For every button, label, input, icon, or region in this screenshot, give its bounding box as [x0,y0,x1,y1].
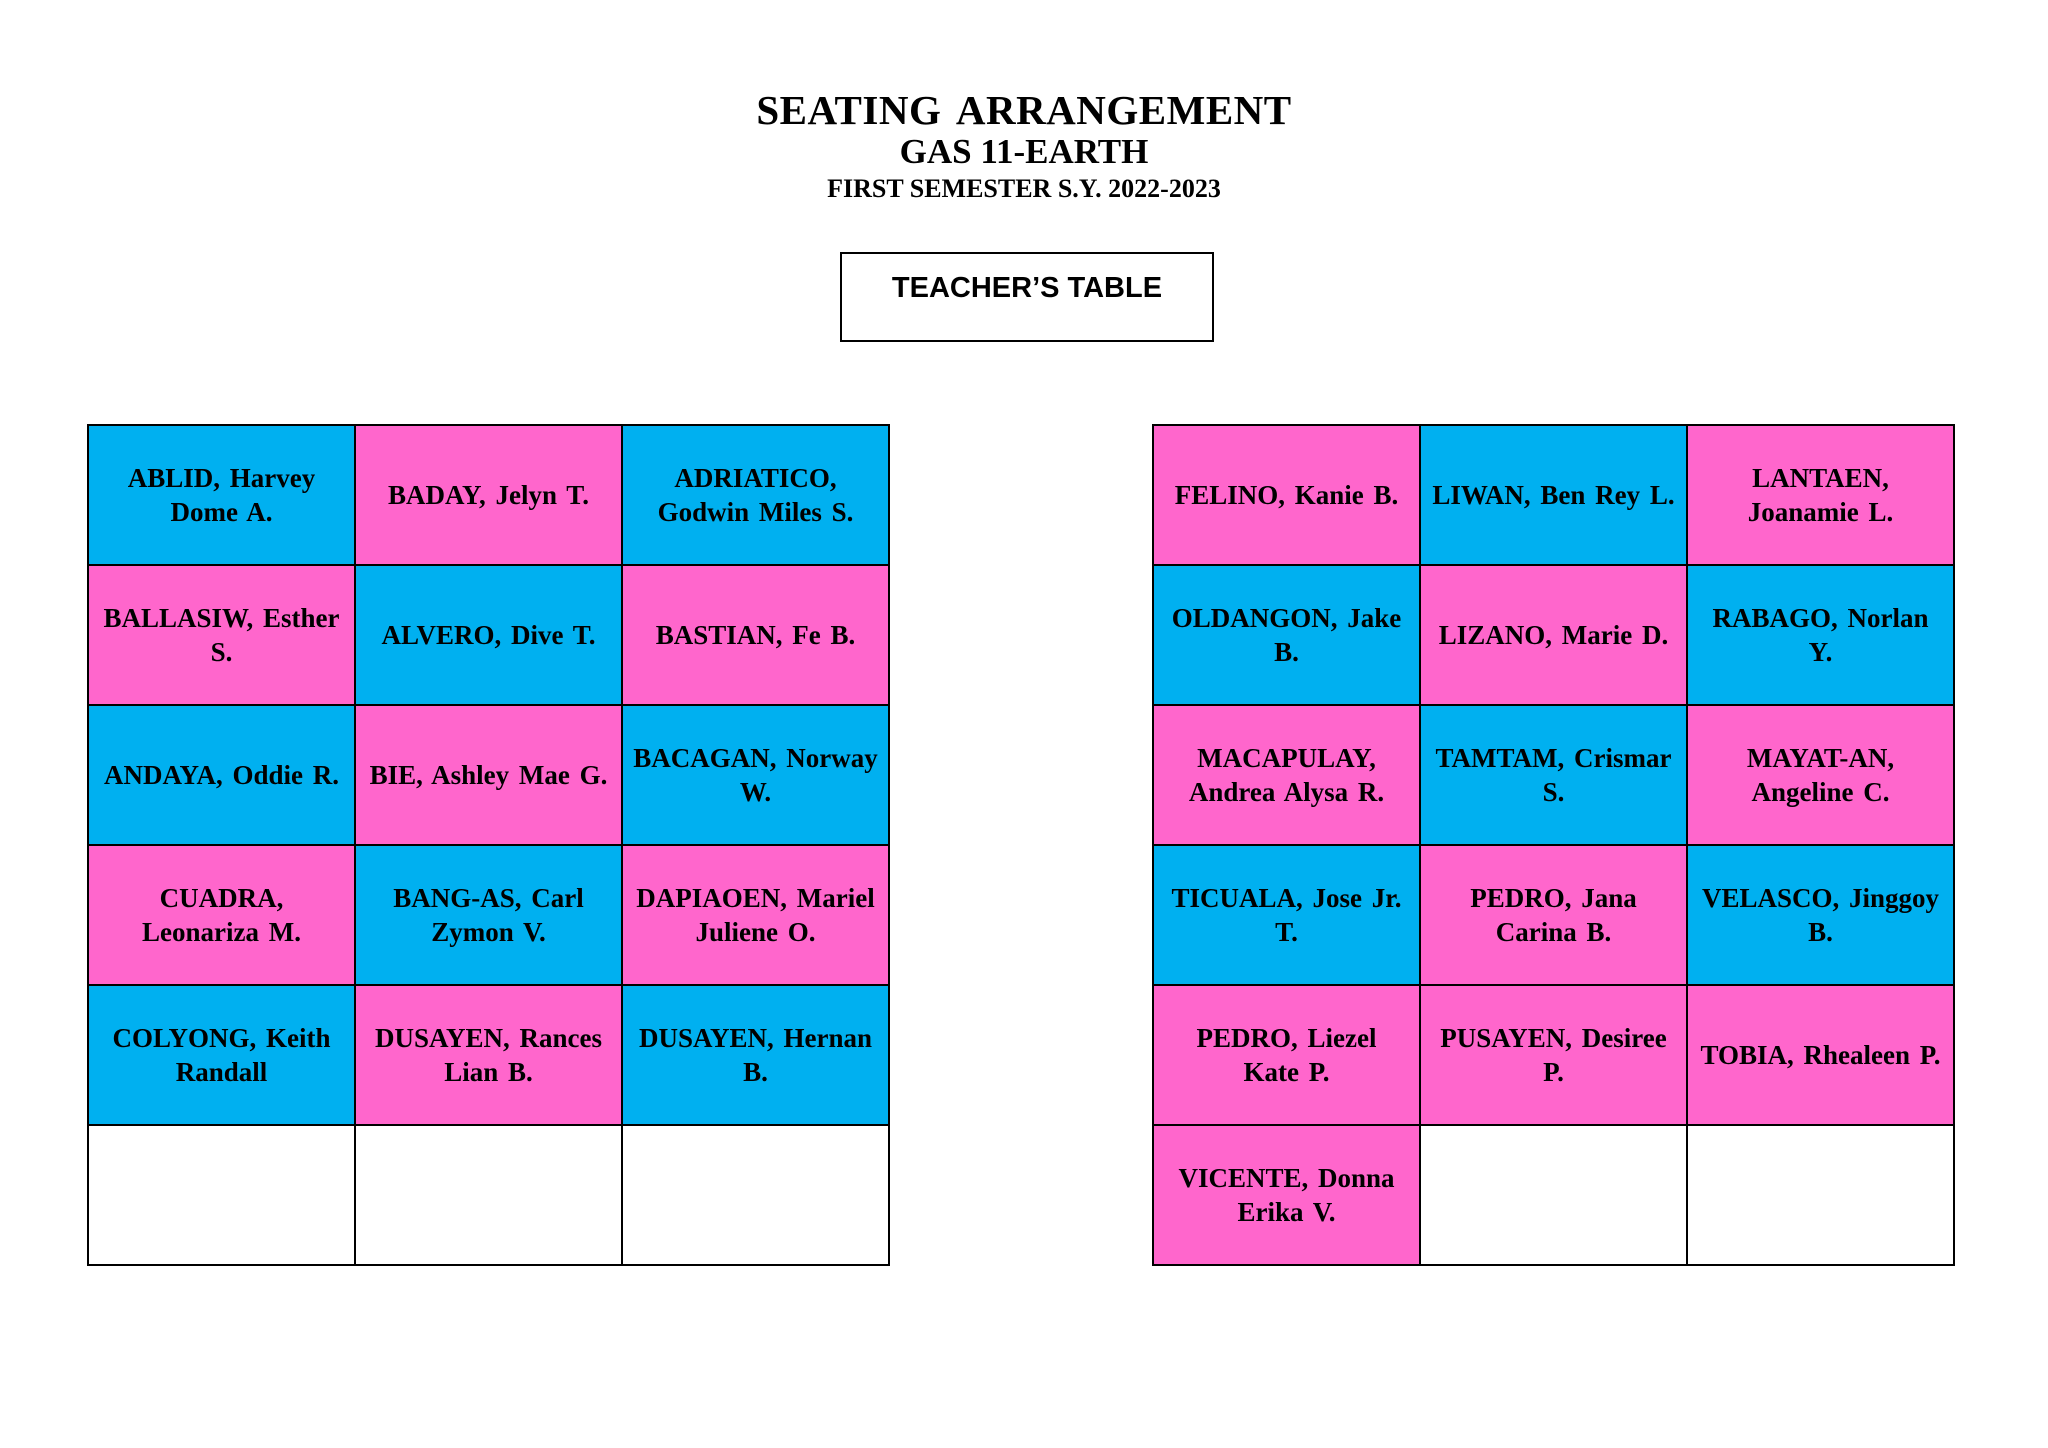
seat: BANG-AS, Carl Zymon V. [356,846,623,986]
seat: BIE, Ashley Mae G. [356,706,623,846]
seat: BACAGAN, Norway W. [623,706,890,846]
seat: MACAPULAY, Andrea Alysa R. [1154,706,1421,846]
page-title: SEATING ARRANGEMENT [756,87,1292,133]
seat: LIZANO, Marie D. [1421,566,1688,706]
empty-seat [89,1126,356,1266]
section-name: GAS 11-EARTH [899,132,1149,171]
seat: VELASCO, Jinggoy B. [1688,846,1955,986]
seat: ABLID, Harvey Dome A. [89,426,356,566]
seat: TICUALA, Jose Jr. T. [1154,846,1421,986]
empty-seat [1421,1126,1688,1266]
seat: VICENTE, Donna Erika V. [1154,1126,1421,1266]
seat: ADRIATICO, Godwin Miles S. [623,426,890,566]
seat: OLDANGON, Jake B. [1154,566,1421,706]
empty-seat [1688,1126,1955,1266]
seat: ALVERO, Dive T. [356,566,623,706]
seat: BADAY, Jelyn T. [356,426,623,566]
seat: DAPIAOEN, Mariel Juliene O. [623,846,890,986]
seat: LANTAEN, Joanamie L. [1688,426,1955,566]
seat: ANDAYA, Oddie R. [89,706,356,846]
seat: RABAGO, Norlan Y. [1688,566,1955,706]
teachers-table: TEACHER’S TABLE [840,252,1214,342]
right-seat-block [1152,424,1955,1266]
seat: COLYONG, Keith Randall [89,986,356,1126]
seat: LIWAN, Ben Rey L. [1421,426,1688,566]
seat: FELINO, Kanie B. [1154,426,1421,566]
semester-label: FIRST SEMESTER S.Y. 2022-2023 [827,174,1221,203]
empty-seat [623,1126,890,1266]
empty-seat [356,1126,623,1266]
seat: TOBIA, Rhealeen P. [1688,986,1955,1126]
left-seat-block [87,424,890,1266]
seat: PEDRO, Liezel Kate P. [1154,986,1421,1126]
seat: MAYAT-AN, Angeline C. [1688,706,1955,846]
seat: DUSAYEN, Rances Lian B. [356,986,623,1126]
seat: PUSAYEN, Desiree P. [1421,986,1688,1126]
seat: DUSAYEN, Hernan B. [623,986,890,1126]
seat: CUADRA, Leonariza M. [89,846,356,986]
seat: PEDRO, Jana Carina B. [1421,846,1688,986]
seat: BASTIAN, Fe B. [623,566,890,706]
seat: BALLASIW, Esther S. [89,566,356,706]
seat: TAMTAM, Crismar S. [1421,706,1688,846]
